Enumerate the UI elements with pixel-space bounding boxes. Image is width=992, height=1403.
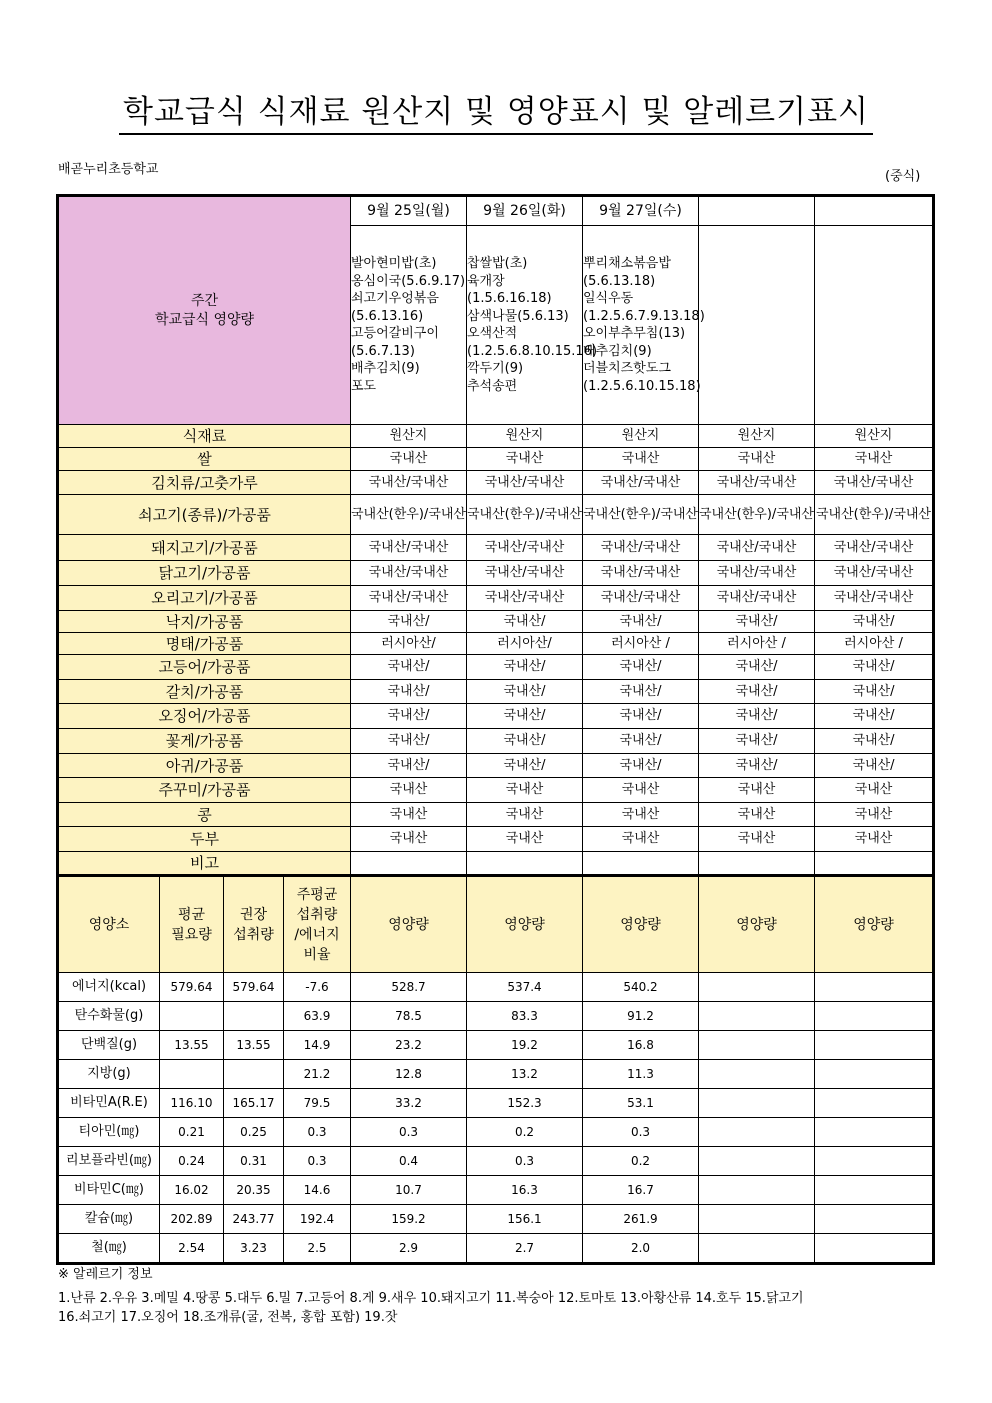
nutrition-table bbox=[58, 876, 933, 1263]
avg-header bbox=[160, 877, 224, 973]
origin-row bbox=[59, 803, 933, 827]
origin-value: 러시아산 / bbox=[699, 633, 815, 655]
origin-value: 국내산 bbox=[815, 827, 933, 852]
origin-value: 국내산/국내산 bbox=[467, 586, 583, 611]
origin-value: 러시아산/ bbox=[467, 633, 583, 655]
day-menu bbox=[583, 226, 705, 425]
ingredient-name: 오징어/가공품 bbox=[59, 704, 351, 729]
nutrient-header bbox=[59, 877, 160, 973]
amount-header: 영양량 bbox=[583, 877, 699, 973]
amount-value bbox=[699, 1176, 815, 1205]
origin-value: 국내산 bbox=[467, 778, 583, 803]
recommended-value: 0.25 bbox=[224, 1118, 284, 1147]
ingredient-name: 돼지고기/가공품 bbox=[59, 535, 351, 561]
menu-item: 뿌리채소볶음밥 bbox=[583, 256, 671, 271]
menu-item: 쇠고기우엉볶음 bbox=[351, 291, 439, 306]
amount-value bbox=[699, 1060, 815, 1089]
amount-value: 159.2 bbox=[351, 1205, 467, 1234]
nutrition-row bbox=[59, 973, 933, 1002]
origin-value: 국내산/국내산 bbox=[351, 535, 467, 561]
cell-line: 영양소 bbox=[88, 916, 130, 933]
origin-row bbox=[59, 495, 933, 535]
ingredient-name: 명태/가공품 bbox=[59, 633, 351, 655]
origin-value: 국내산/ bbox=[699, 655, 815, 680]
origin-row bbox=[59, 704, 933, 729]
amount-value bbox=[699, 1031, 815, 1060]
menu-item: 육개장(1.5.6.16.18) bbox=[467, 273, 552, 306]
amount-value bbox=[815, 973, 933, 1002]
ingredient-name: 쇠고기(종류)/가공품 bbox=[59, 495, 351, 535]
origin-row bbox=[59, 586, 933, 611]
menu-item: 배추김치(9) bbox=[351, 361, 420, 376]
origin-value: 국내산 bbox=[351, 803, 467, 827]
origin-value: 국내산/국내산 bbox=[815, 586, 933, 611]
ingredient-name: 고등어/가공품 bbox=[59, 655, 351, 680]
menu-item: (1.2.5.6.10.15.18) bbox=[583, 378, 701, 394]
origin-value: 러시아산 / bbox=[815, 633, 933, 655]
origin-value: 국내산/국내산 bbox=[467, 561, 583, 586]
origin-value bbox=[699, 852, 815, 875]
meal-type: (중식) bbox=[885, 169, 921, 184]
nutrient-name: 리보플라빈(㎎) bbox=[59, 1147, 160, 1176]
menu-item: (5.6.13.16) bbox=[351, 308, 424, 324]
menu-item: 발아현미밥(초) bbox=[351, 256, 437, 271]
nutrition-row bbox=[59, 1176, 933, 1205]
menu-item: (5.6.7.13) bbox=[351, 343, 415, 359]
amount-value bbox=[699, 1205, 815, 1234]
avg-value: 16.02 bbox=[160, 1176, 224, 1205]
nutrient-name: 단백질(g) bbox=[59, 1031, 160, 1060]
origin-value: 국내산 bbox=[467, 448, 583, 471]
origin-row bbox=[59, 561, 933, 586]
nutrition-row bbox=[59, 1205, 933, 1234]
amount-header: 영양량 bbox=[351, 877, 467, 973]
menu-item: 찹쌀밥(초) bbox=[467, 256, 528, 271]
amount-value: 2.7 bbox=[467, 1234, 583, 1263]
ratio-header bbox=[284, 877, 351, 973]
origin-value: 국내산 bbox=[351, 778, 467, 803]
amount-value: 537.4 bbox=[467, 973, 583, 1002]
amount-value: 11.3 bbox=[583, 1060, 699, 1089]
recommended-header bbox=[224, 877, 284, 973]
origin-value: 국내산/ bbox=[467, 704, 583, 729]
origin-value: 국내산/국내산 bbox=[583, 561, 699, 586]
amount-value: 0.3 bbox=[467, 1147, 583, 1176]
weekly-label-cell bbox=[59, 197, 351, 425]
origin-row bbox=[59, 655, 933, 680]
origin-value: 국내산 bbox=[583, 803, 699, 827]
recommended-value bbox=[224, 1002, 284, 1031]
nutrition-row bbox=[59, 1089, 933, 1118]
cell-line: 필요량 bbox=[171, 926, 212, 943]
nutrition-row bbox=[59, 1060, 933, 1089]
menu-item: 삼색나물(5.6.13) bbox=[467, 308, 569, 324]
cell-line: 권장 bbox=[239, 906, 268, 923]
ratio-value: 79.5 bbox=[284, 1089, 351, 1118]
origin-value: 국내산(한우)/국내산 bbox=[351, 495, 467, 535]
origin-header: 원산지 bbox=[699, 425, 815, 448]
amount-value: 13.2 bbox=[467, 1060, 583, 1089]
ingredient-name: 낙지/가공품 bbox=[59, 611, 351, 633]
amount-value: 16.8 bbox=[583, 1031, 699, 1060]
amount-value: 528.7 bbox=[351, 973, 467, 1002]
amount-value: 83.3 bbox=[467, 1002, 583, 1031]
amount-header: 영양량 bbox=[467, 877, 583, 973]
day-label: 9월 27일(수) bbox=[583, 197, 699, 226]
origin-value: 국내산 bbox=[351, 448, 467, 471]
ingredient-name: 두부 bbox=[59, 827, 351, 852]
cell-line: 주간 bbox=[190, 292, 219, 309]
day-menu bbox=[815, 226, 933, 425]
amount-header: 영양량 bbox=[699, 877, 815, 973]
recommended-value: 165.17 bbox=[224, 1089, 284, 1118]
ingredient-header: 식재료 bbox=[59, 425, 351, 448]
origin-value: 국내산 bbox=[583, 778, 699, 803]
amount-value bbox=[815, 1234, 933, 1263]
origin-header-row bbox=[59, 425, 933, 448]
origin-value: 국내산 bbox=[699, 778, 815, 803]
recommended-value bbox=[224, 1060, 284, 1089]
avg-value: 0.24 bbox=[160, 1147, 224, 1176]
nutrient-name: 비타민C(㎎) bbox=[59, 1176, 160, 1205]
ingredient-name: 갈치/가공품 bbox=[59, 680, 351, 704]
recommended-value: 243.77 bbox=[224, 1205, 284, 1234]
amount-value: 53.1 bbox=[583, 1089, 699, 1118]
page-title bbox=[0, 86, 992, 135]
nutrient-name: 티아민(㎎) bbox=[59, 1118, 160, 1147]
origin-value: 국내산 bbox=[815, 778, 933, 803]
ingredient-name: 오리고기/가공품 bbox=[59, 586, 351, 611]
origin-value: 국내산/ bbox=[583, 680, 699, 704]
amount-value bbox=[815, 1147, 933, 1176]
origin-value: 국내산 bbox=[815, 448, 933, 471]
recommended-value: 579.64 bbox=[224, 973, 284, 1002]
cell-line: 섭취량 bbox=[233, 926, 274, 943]
amount-value bbox=[699, 1089, 815, 1118]
amount-value: 33.2 bbox=[351, 1089, 467, 1118]
avg-value bbox=[160, 1060, 224, 1089]
nutrient-name: 에너지(kcal) bbox=[59, 973, 160, 1002]
nutrient-name: 비타민A(R.E) bbox=[59, 1089, 160, 1118]
amount-value bbox=[699, 1118, 815, 1147]
origin-value: 국내산/ bbox=[583, 729, 699, 754]
origin-row bbox=[59, 535, 933, 561]
avg-value: 116.10 bbox=[160, 1089, 224, 1118]
origin-value: 국내산/ bbox=[351, 729, 467, 754]
origin-row bbox=[59, 754, 933, 778]
menu-item: 옹심이국(5.6.9.17) bbox=[351, 273, 466, 289]
origin-value: 국내산/ bbox=[815, 754, 933, 778]
ingredient-name: 주꾸미/가공품 bbox=[59, 778, 351, 803]
origin-value: 국내산/ bbox=[815, 611, 933, 633]
origin-value: 국내산/국내산 bbox=[815, 535, 933, 561]
origin-value: 국내산/국내산 bbox=[467, 471, 583, 495]
amount-value bbox=[699, 1234, 815, 1263]
menu-item: 오색산적 bbox=[467, 326, 518, 341]
amount-value bbox=[815, 1089, 933, 1118]
menu-item: 더블치즈핫도그 bbox=[583, 361, 671, 376]
cell-line: 학교급식 영양량 bbox=[154, 311, 255, 328]
origin-row bbox=[59, 680, 933, 704]
origin-value: 국내산/국내산 bbox=[583, 535, 699, 561]
origin-value: 국내산/ bbox=[699, 680, 815, 704]
origin-row bbox=[59, 778, 933, 803]
menu-item: 일식우동 bbox=[583, 291, 634, 306]
nutrition-row bbox=[59, 1147, 933, 1176]
origin-value: 국내산/ bbox=[467, 680, 583, 704]
allergy-line: 16.쇠고기 17.오징어 18.조개류(굴, 전복, 홍합 포함) 19.잣 bbox=[58, 1310, 398, 1325]
origin-row bbox=[59, 448, 933, 471]
origin-row bbox=[59, 471, 933, 495]
origin-value: 국내산/ bbox=[699, 704, 815, 729]
allergy-line: 1.난류 2.우유 3.메밀 4.땅콩 5.대두 6.밀 7.고등어 8.게 9.새우 10.돼지고기 11.복숭아 12.토마토 13.아황산류 14.호두 15.닭고기 bbox=[58, 1291, 804, 1306]
nutrient-name: 칼슘(㎎) bbox=[59, 1205, 160, 1234]
origin-value: 국내산 bbox=[815, 803, 933, 827]
amount-value bbox=[815, 1205, 933, 1234]
menu-item: 깍두기(9) bbox=[467, 361, 524, 376]
origin-header: 원산지 bbox=[351, 425, 467, 448]
amount-value: 12.8 bbox=[351, 1060, 467, 1089]
amount-value: 2.9 bbox=[351, 1234, 467, 1263]
day-menu bbox=[699, 226, 815, 425]
day-label: 9월 25일(월) bbox=[351, 197, 467, 226]
avg-value: 13.55 bbox=[160, 1031, 224, 1060]
origin-value: 국내산(한우)/국내산 bbox=[467, 495, 583, 535]
origin-value: 국내산 bbox=[699, 803, 815, 827]
allergy-title: ※ 알레르기 정보 bbox=[58, 1267, 153, 1282]
origin-value: 국내산/국내산 bbox=[351, 586, 467, 611]
ratio-value: 14.6 bbox=[284, 1176, 351, 1205]
menu-item: (1.2.5.6.8.10.15.16) bbox=[467, 343, 598, 359]
origin-value bbox=[467, 852, 583, 875]
menu-item: 오이부추무침(13) bbox=[583, 326, 686, 341]
origin-value: 국내산 bbox=[699, 827, 815, 852]
amount-value: 23.2 bbox=[351, 1031, 467, 1060]
origin-value: 국내산(한우)/국내산 bbox=[583, 495, 699, 535]
avg-value: 579.64 bbox=[160, 973, 224, 1002]
avg-value: 202.89 bbox=[160, 1205, 224, 1234]
avg-value: 2.54 bbox=[160, 1234, 224, 1263]
ratio-value: 2.5 bbox=[284, 1234, 351, 1263]
cell-line: 평균 bbox=[177, 906, 206, 923]
nutrition-row bbox=[59, 1031, 933, 1060]
menu-item: 추석송편 bbox=[467, 378, 518, 394]
origin-row bbox=[59, 611, 933, 633]
amount-value: 91.2 bbox=[583, 1002, 699, 1031]
avg-value bbox=[160, 1002, 224, 1031]
recommended-value: 0.31 bbox=[224, 1147, 284, 1176]
menu-item: 고등어갈비구이 bbox=[351, 326, 439, 341]
origin-value: 국내산/ bbox=[583, 704, 699, 729]
ratio-value: 192.4 bbox=[284, 1205, 351, 1234]
origin-value: 국내산 bbox=[467, 827, 583, 852]
day-label: 9월 26일(화) bbox=[467, 197, 583, 226]
origin-header: 원산지 bbox=[815, 425, 933, 448]
nutrient-name: 지방(g) bbox=[59, 1060, 160, 1089]
day-label bbox=[815, 197, 933, 226]
origin-value: 국내산/국내산 bbox=[699, 586, 815, 611]
origin-value: 국내산 bbox=[583, 827, 699, 852]
amount-value: 19.2 bbox=[467, 1031, 583, 1060]
amount-value bbox=[815, 1031, 933, 1060]
ingredient-name: 꽃게/가공품 bbox=[59, 729, 351, 754]
nutrient-name: 탄수화물(g) bbox=[59, 1002, 160, 1031]
nutrition-row bbox=[59, 1002, 933, 1031]
amount-value bbox=[815, 1118, 933, 1147]
ingredient-name: 아귀/가공품 bbox=[59, 754, 351, 778]
ratio-value: 21.2 bbox=[284, 1060, 351, 1089]
amount-value: 0.3 bbox=[351, 1118, 467, 1147]
amount-value bbox=[699, 973, 815, 1002]
recommended-value: 3.23 bbox=[224, 1234, 284, 1263]
amount-value bbox=[815, 1060, 933, 1089]
day-menu bbox=[467, 226, 598, 425]
ratio-value: 63.9 bbox=[284, 1002, 351, 1031]
origin-value: 국내산/ bbox=[815, 704, 933, 729]
origin-value: 국내산/ bbox=[467, 729, 583, 754]
origin-row bbox=[59, 852, 933, 875]
ratio-value: -7.6 bbox=[284, 973, 351, 1002]
origin-value: 국내산(한우)/국내산 bbox=[815, 495, 933, 535]
origin-value: 국내산/ bbox=[583, 611, 699, 633]
origin-value: 국내산/ bbox=[351, 611, 467, 633]
ingredient-name: 콩 bbox=[59, 803, 351, 827]
origin-value: 국내산/ bbox=[699, 754, 815, 778]
ingredient-name: 김치류/고춧가루 bbox=[59, 471, 351, 495]
origin-value: 국내산/ bbox=[351, 680, 467, 704]
amount-value: 0.2 bbox=[467, 1118, 583, 1147]
amount-value: 540.2 bbox=[583, 973, 699, 1002]
origin-value: 국내산/국내산 bbox=[815, 471, 933, 495]
origin-value: 러시아산/ bbox=[351, 633, 467, 655]
origin-value: 국내산/ bbox=[815, 655, 933, 680]
origin-table bbox=[58, 196, 933, 875]
ratio-value: 0.3 bbox=[284, 1147, 351, 1176]
origin-value: 국내산 bbox=[351, 827, 467, 852]
origin-value bbox=[815, 852, 933, 875]
recommended-value: 13.55 bbox=[224, 1031, 284, 1060]
origin-value: 국내산 bbox=[467, 803, 583, 827]
school-name: 배곧누리초등학교 bbox=[58, 162, 159, 177]
nutrient-name: 철(㎎) bbox=[59, 1234, 160, 1263]
origin-value: 국내산 bbox=[699, 448, 815, 471]
menu-item: (5.6.13.18) bbox=[583, 273, 656, 289]
origin-value: 국내산/국내산 bbox=[699, 561, 815, 586]
amount-value: 78.5 bbox=[351, 1002, 467, 1031]
amount-value: 2.0 bbox=[583, 1234, 699, 1263]
amount-value bbox=[699, 1147, 815, 1176]
menu-item: (1.2.5.6.7.9.13.18) bbox=[583, 308, 705, 324]
cell-line: 주평균 bbox=[296, 886, 338, 903]
cell-line: 섭취량 bbox=[296, 906, 338, 923]
origin-value: 국내산/ bbox=[583, 754, 699, 778]
amount-value: 0.3 bbox=[583, 1118, 699, 1147]
day-menu bbox=[351, 226, 467, 425]
amount-value: 152.3 bbox=[467, 1089, 583, 1118]
origin-value: 국내산/ bbox=[351, 754, 467, 778]
origin-value: 국내산(한우)/국내산 bbox=[699, 495, 815, 535]
origin-value bbox=[351, 852, 467, 875]
origin-value: 국내산/국내산 bbox=[583, 586, 699, 611]
origin-value: 국내산/ bbox=[467, 611, 583, 633]
origin-value: 국내산/ bbox=[467, 754, 583, 778]
origin-value bbox=[583, 852, 699, 875]
origin-value: 국내산/국내산 bbox=[583, 471, 699, 495]
ingredient-name: 쌀 bbox=[59, 448, 351, 471]
origin-header: 원산지 bbox=[467, 425, 583, 448]
origin-row bbox=[59, 633, 933, 655]
ratio-value: 0.3 bbox=[284, 1118, 351, 1147]
amount-header: 영양량 bbox=[815, 877, 933, 973]
amount-value bbox=[815, 1176, 933, 1205]
amount-value: 10.7 bbox=[351, 1176, 467, 1205]
avg-value: 0.21 bbox=[160, 1118, 224, 1147]
origin-value: 국내산/국내산 bbox=[467, 535, 583, 561]
origin-value: 국내산/국내산 bbox=[351, 471, 467, 495]
day-header-row bbox=[59, 197, 933, 226]
amount-value: 16.7 bbox=[583, 1176, 699, 1205]
amount-value: 156.1 bbox=[467, 1205, 583, 1234]
origin-header: 원산지 bbox=[583, 425, 699, 448]
ingredient-name: 닭고기/가공품 bbox=[59, 561, 351, 586]
amount-value bbox=[815, 1002, 933, 1031]
allergy-list bbox=[58, 1289, 948, 1327]
nutrition-row bbox=[59, 1118, 933, 1147]
origin-value: 국내산 bbox=[583, 448, 699, 471]
origin-value: 국내산/ bbox=[351, 655, 467, 680]
origin-value: 러시아산 / bbox=[583, 633, 699, 655]
ratio-value: 14.9 bbox=[284, 1031, 351, 1060]
cell-line: /에너지 bbox=[294, 926, 340, 943]
origin-value: 국내산/국내산 bbox=[699, 471, 815, 495]
amount-value: 261.9 bbox=[583, 1205, 699, 1234]
origin-value: 국내산/ bbox=[815, 729, 933, 754]
amount-value: 0.2 bbox=[583, 1147, 699, 1176]
amount-value bbox=[699, 1002, 815, 1031]
origin-value: 국내산/ bbox=[351, 704, 467, 729]
nutrition-header-row bbox=[59, 877, 933, 973]
menu-item: 포도 bbox=[351, 378, 377, 394]
amount-value: 16.3 bbox=[467, 1176, 583, 1205]
nutrition-row bbox=[59, 1234, 933, 1263]
origin-value: 국내산/ bbox=[467, 655, 583, 680]
origin-value: 국내산/ bbox=[699, 729, 815, 754]
origin-value: 국내산/국내산 bbox=[815, 561, 933, 586]
amount-value: 0.4 bbox=[351, 1147, 467, 1176]
menu-item: 배추김치(9) bbox=[583, 343, 652, 359]
origin-value: 국내산/국내산 bbox=[699, 535, 815, 561]
origin-value: 국내산/ bbox=[583, 655, 699, 680]
origin-value: 국내산/ bbox=[815, 680, 933, 704]
recommended-value: 20.35 bbox=[224, 1176, 284, 1205]
day-label bbox=[699, 197, 815, 226]
cell-line: 비율 bbox=[303, 946, 331, 963]
origin-row bbox=[59, 827, 933, 852]
origin-value: 국내산/국내산 bbox=[351, 561, 467, 586]
page-title-text: 학교급식 식재료 원산지 및 영양표시 및 알레르기표시 bbox=[119, 86, 873, 135]
origin-value: 국내산/ bbox=[699, 611, 815, 633]
ingredient-name: 비고 bbox=[59, 852, 351, 875]
origin-row bbox=[59, 729, 933, 754]
